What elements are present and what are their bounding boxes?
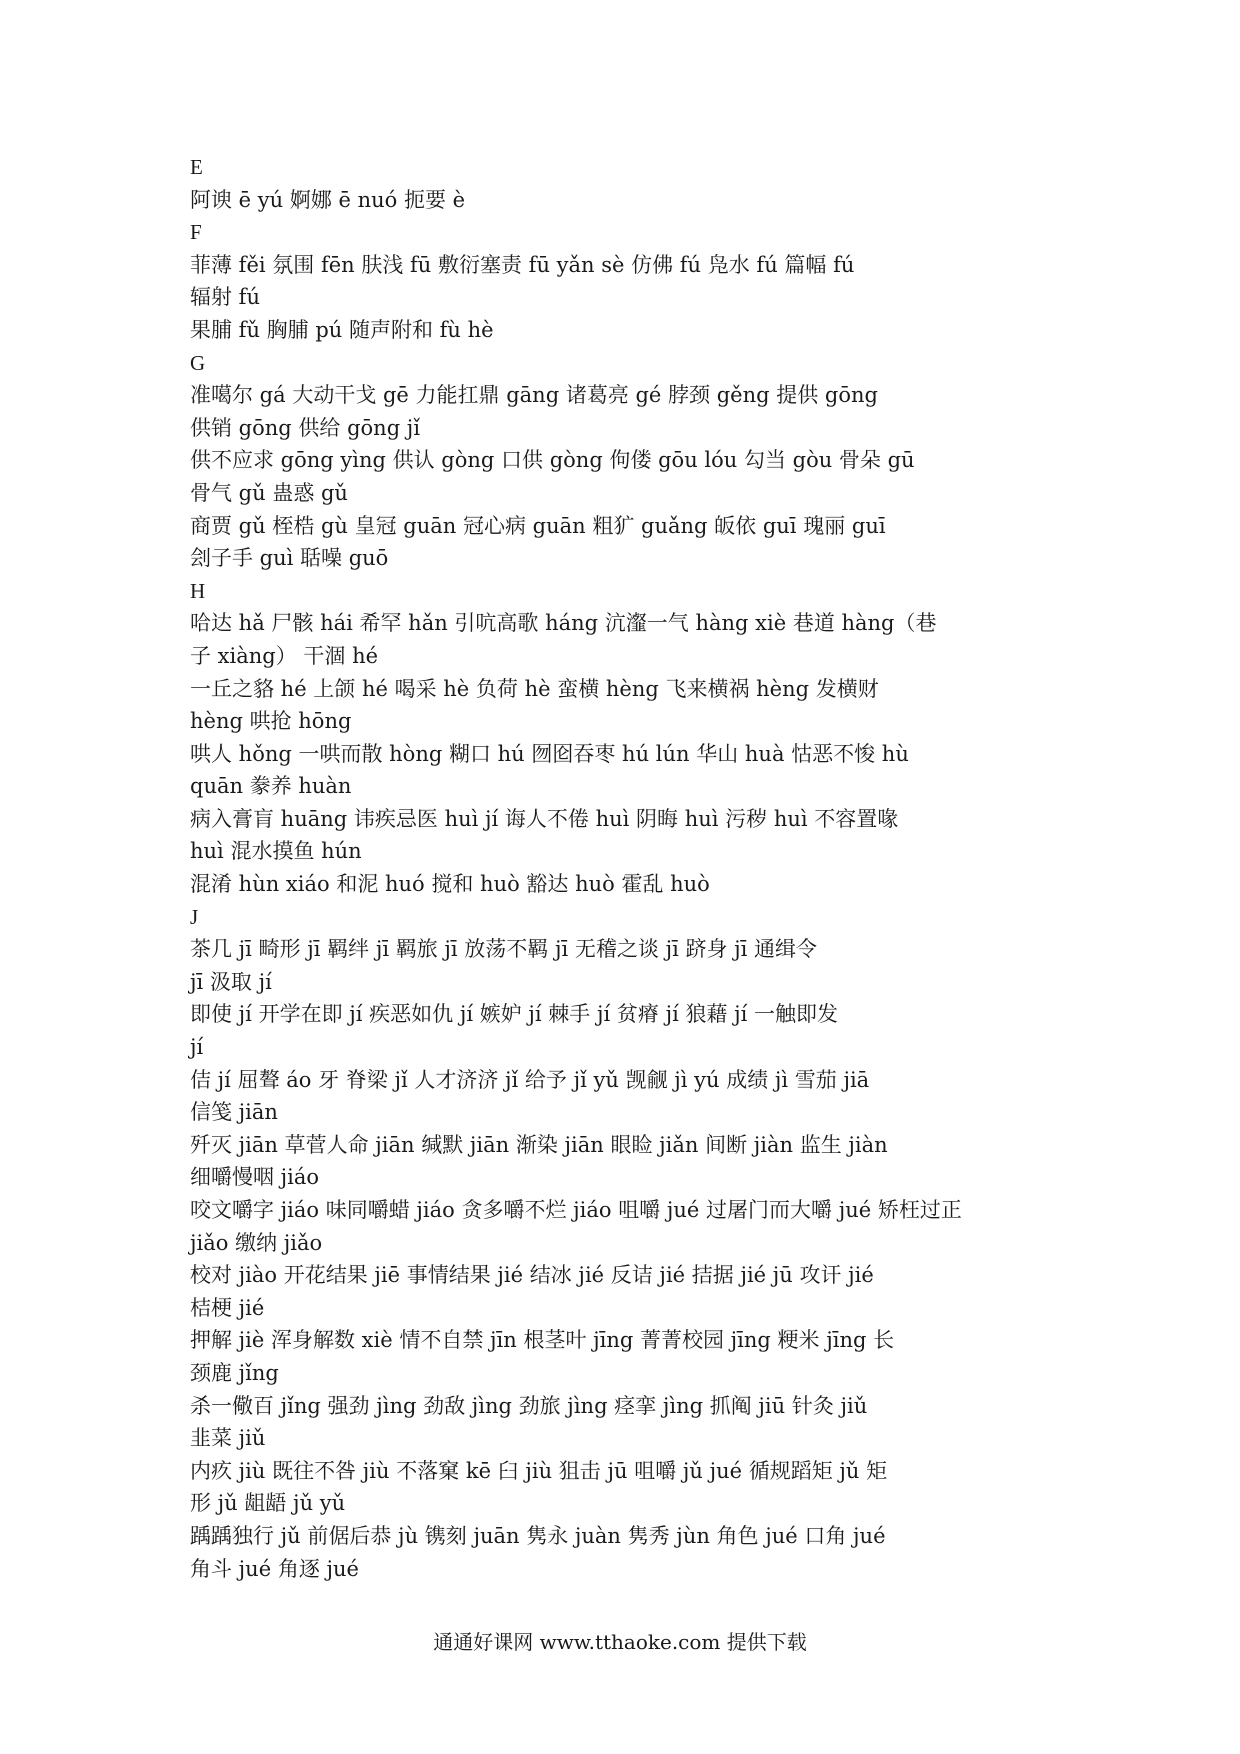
- text-line: 咬文嚼字 jiáo 味同嚼蜡 jiáo 贪多嚼不烂 jiáo 咀嚼 jué 过屠门而大嚼 jué 矫枉过正: [190, 1198, 962, 1222]
- page-body: [190, 151, 1070, 1618]
- text-line: 校对 jiào 开花结果 jiē 事情结果 jié 结冰 jié 反诘 jié 拮据 jié jū 攻讦 jié: [190, 1263, 874, 1288]
- text-line: 骨气 gǔ 蛊惑 gǔ: [190, 480, 348, 505]
- text-line: 韭菜 jiǔ: [190, 1426, 266, 1451]
- text-line: 桔梗 jié: [190, 1295, 265, 1320]
- text-line: jí: [190, 1035, 204, 1060]
- text-line: 辐射 fú: [190, 285, 260, 310]
- page-footer: 通通好课网 www.tthaoke.com 提供下载: [433, 1630, 807, 1654]
- text-line: hèng 哄抢 hōng: [190, 709, 352, 734]
- text-line: jiǎo 缴纳 jiǎo: [190, 1230, 323, 1255]
- text-line: huì 混水摸鱼 hún: [190, 839, 362, 864]
- text-line: 阿谀 ē yú 婀娜 ē nuó 扼要 è: [190, 187, 466, 212]
- section-heading-h: H: [190, 578, 206, 603]
- text-line: 哄人 hǒng 一哄而散 hòng 糊口 hú 囫囵吞枣 hú lún 华山 huà 怙恶不悛 hù: [190, 741, 909, 766]
- text-line: 踽踽独行 jǔ 前倨后恭 jù 镌刻 juān 隽永 juàn 隽秀 jùn 角色 jué 口角 jué: [190, 1523, 886, 1548]
- text-line: 佶 jí 屈聱 áo 牙 脊梁 jǐ 人才济济 jǐ 给予 jǐ yǔ 觊觎 jì yú 成绩 jì 雪茄 jiā: [190, 1067, 870, 1092]
- text-line: 供不应求 gōng yìng 供认 gòng 口供 gòng 佝偻 gōu lóu 勾当 gòu 骨朵 gū: [190, 448, 915, 473]
- text-line: 即使 jí 开学在即 jí 疾恶如仇 jí 嫉妒 jí 棘手 jí 贫瘠 jí 狼藉 jí 一触即发: [190, 1002, 839, 1027]
- text-line: 颈鹿 jǐng: [190, 1360, 279, 1385]
- section-heading-e: E: [190, 155, 203, 179]
- text-line: [190, 1585, 1070, 1618]
- text-line: 病入膏肓 huāng 讳疾忌医 huì jí 诲人不倦 huì 阴晦 huì 污秽 huì 不容置喙: [190, 806, 899, 831]
- text-line: 押解 jiè 浑身解数 xiè 情不自禁 jīn 根茎叶 jīng 菁菁校园 jīng 粳米 jīng 长: [190, 1328, 895, 1353]
- text-line: 信笺 jiān: [190, 1100, 278, 1125]
- text-line: 哈达 hǎ 尸骸 hái 希罕 hǎn 引吭高歌 háng 沆瀣一气 hàng xiè 巷道 hàng（巷: [190, 611, 937, 636]
- text-line: 子 xiàng） 干涸 hé: [190, 643, 379, 668]
- text-line: jī 汲取 jí: [190, 969, 272, 994]
- text-line: 供销 gōng 供给 gōng jǐ: [190, 415, 421, 440]
- text-line: 菲薄 fěi 氛围 fēn 肤浅 fū 敷衍塞责 fū yǎn sè 仿佛 fú 凫水 fú 篇幅 fú: [190, 252, 855, 277]
- text-line: 混淆 hùn xiáo 和泥 huó 搅和 huò 豁达 huò 霍乱 huò: [190, 872, 710, 897]
- text-line: 形 jǔ 龃龉 jǔ yǔ: [190, 1491, 346, 1516]
- text-line: 准噶尔 gá 大动干戈 gē 力能扛鼎 gāng 诸葛亮 gé 脖颈 gěng 提供 gōng: [190, 383, 878, 408]
- text-line: quān 豢养 huàn: [190, 774, 352, 799]
- text-line: 商贾 gǔ 桎梏 gù 皇冠 guān 冠心病 guān 粗犷 guǎng 皈依 guī 瑰丽 guī: [190, 513, 886, 538]
- text-line: 细嚼慢咽 jiáo: [190, 1165, 320, 1190]
- text-line: 杀一儆百 jǐng 强劲 jìng 劲敌 jìng 劲旅 jìng 痉挛 jìng 抓阄 jiū 针灸 jiǔ: [190, 1393, 868, 1418]
- text-line: 茶几 jī 畸形 jī 羁绊 jī 羁旅 jī 放荡不羁 jī 无稽之谈 jī 跻身 jī 通缉令: [190, 937, 818, 962]
- section-heading-f: F: [190, 220, 202, 245]
- text-line: 角斗 jué 角逐 jué: [190, 1556, 359, 1581]
- text-line: 歼灭 jiān 草菅人命 jiān 缄默 jiān 渐染 jiān 眼睑 jiǎn 间断 jiàn 监生 jiàn: [190, 1132, 888, 1157]
- text-line: 内疚 jiù 既往不咎 jiù 不落窠 kē 臼 jiù 狙击 jū 咀嚼 jǔ jué 循规蹈矩 jǔ 矩: [190, 1458, 888, 1483]
- text-line: 一丘之貉 hé 上颌 hé 喝采 hè 负荷 hè 蛮横 hèng 飞来横祸 hèng 发横财: [190, 676, 879, 701]
- section-heading-j: J: [190, 904, 199, 929]
- section-heading-g: G: [190, 350, 206, 375]
- text-line: 果脯 fǔ 胸脯 pú 随声附和 fù hè: [190, 317, 494, 342]
- text-line: 刽子手 guì 聒噪 guō: [190, 546, 389, 571]
